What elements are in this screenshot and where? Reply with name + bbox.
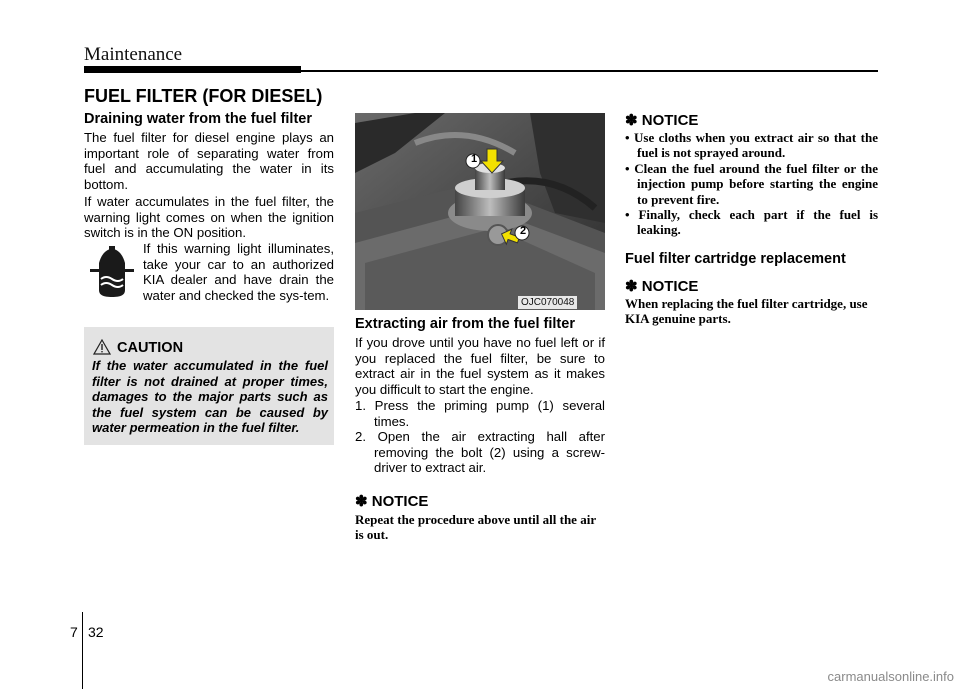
header-rule-thin [301,70,878,72]
figure-callout-1: 1 [470,153,478,165]
col1-paragraph-2: If water accumulates in the fuel filter, the warning light comes on when the ignition switch is in the ON position. [84,194,334,241]
header-rule-thick [84,66,301,73]
col2-heading: Extracting air from the fuel filter [355,316,575,332]
footer-divider [82,612,83,689]
page-number: 32 [88,624,104,640]
section-title: FUEL FILTER (FOR DIESEL) [84,86,323,106]
col1-heading: Draining water from the fuel filter [84,111,312,127]
col3-notice-1-title: ✽ NOTICE [625,112,699,129]
col2-paragraph: If you drove until you have no fuel left or if you replaced the fuel filter, be sure to extract air in the fuel system as it makes you difficult to start the engine. [355,335,605,397]
notice-list-item: • Clean the fuel around the fuel filter or the injection pump before starting the engine to prevent fire. [625,160,878,207]
caution-text: If the water accumulated in the fuel filter is not drained at proper times, damages to the major parts such as the fuel system can be caused by water permeation in the fuel filter. [92,358,328,436]
notice-list-item: • Finally, check each part if the fuel is leaking. [625,207,878,238]
col1-paragraph-3: If this warning light illuminates, take your car to an authorized KIA dealer and have drain the water and checked the sys-tem. [143,241,334,303]
header-section-title: Maintenance [84,44,183,65]
col2-notice-title: ✽ NOTICE [355,493,429,510]
figure-callout-2: 2 [519,225,527,237]
col1-paragraph-1: The fuel filter for diesel engine plays an important role of separating water from fuel and accumulating the water in its bottom. [84,130,334,192]
figure-code-label: OJC070048 [518,296,577,309]
step-item: 2. Open the air extracting hall after removing the bolt (2) using a screw-driver to extract air. [355,429,605,476]
col3-heading: Fuel filter cartridge replacement [625,251,846,267]
chapter-number: 7 [70,624,78,640]
extract-air-steps [355,398,605,476]
watermark-link[interactable]: carmanualsonline.info [827,669,954,684]
water-in-fuel-warning-icon [88,246,136,300]
caution-triangle-icon [93,339,111,360]
step-item: 1. Press the priming pump (1) several times. [355,398,605,429]
col3-notice-2-title: ✽ NOTICE [625,278,699,295]
caution-title: CAUTION [117,340,184,356]
col2-notice-text: Repeat the procedure above until all the air is out. [355,512,596,543]
fuel-filter-figure [355,113,605,310]
col3-notice-2-text: When replacing the fuel filter cartridge, use KIA genuine parts. [625,296,868,327]
col3-notice-1-list [625,130,878,238]
notice-list-item: • Use cloths when you extract air so that the fuel is not sprayed around. [625,130,878,161]
